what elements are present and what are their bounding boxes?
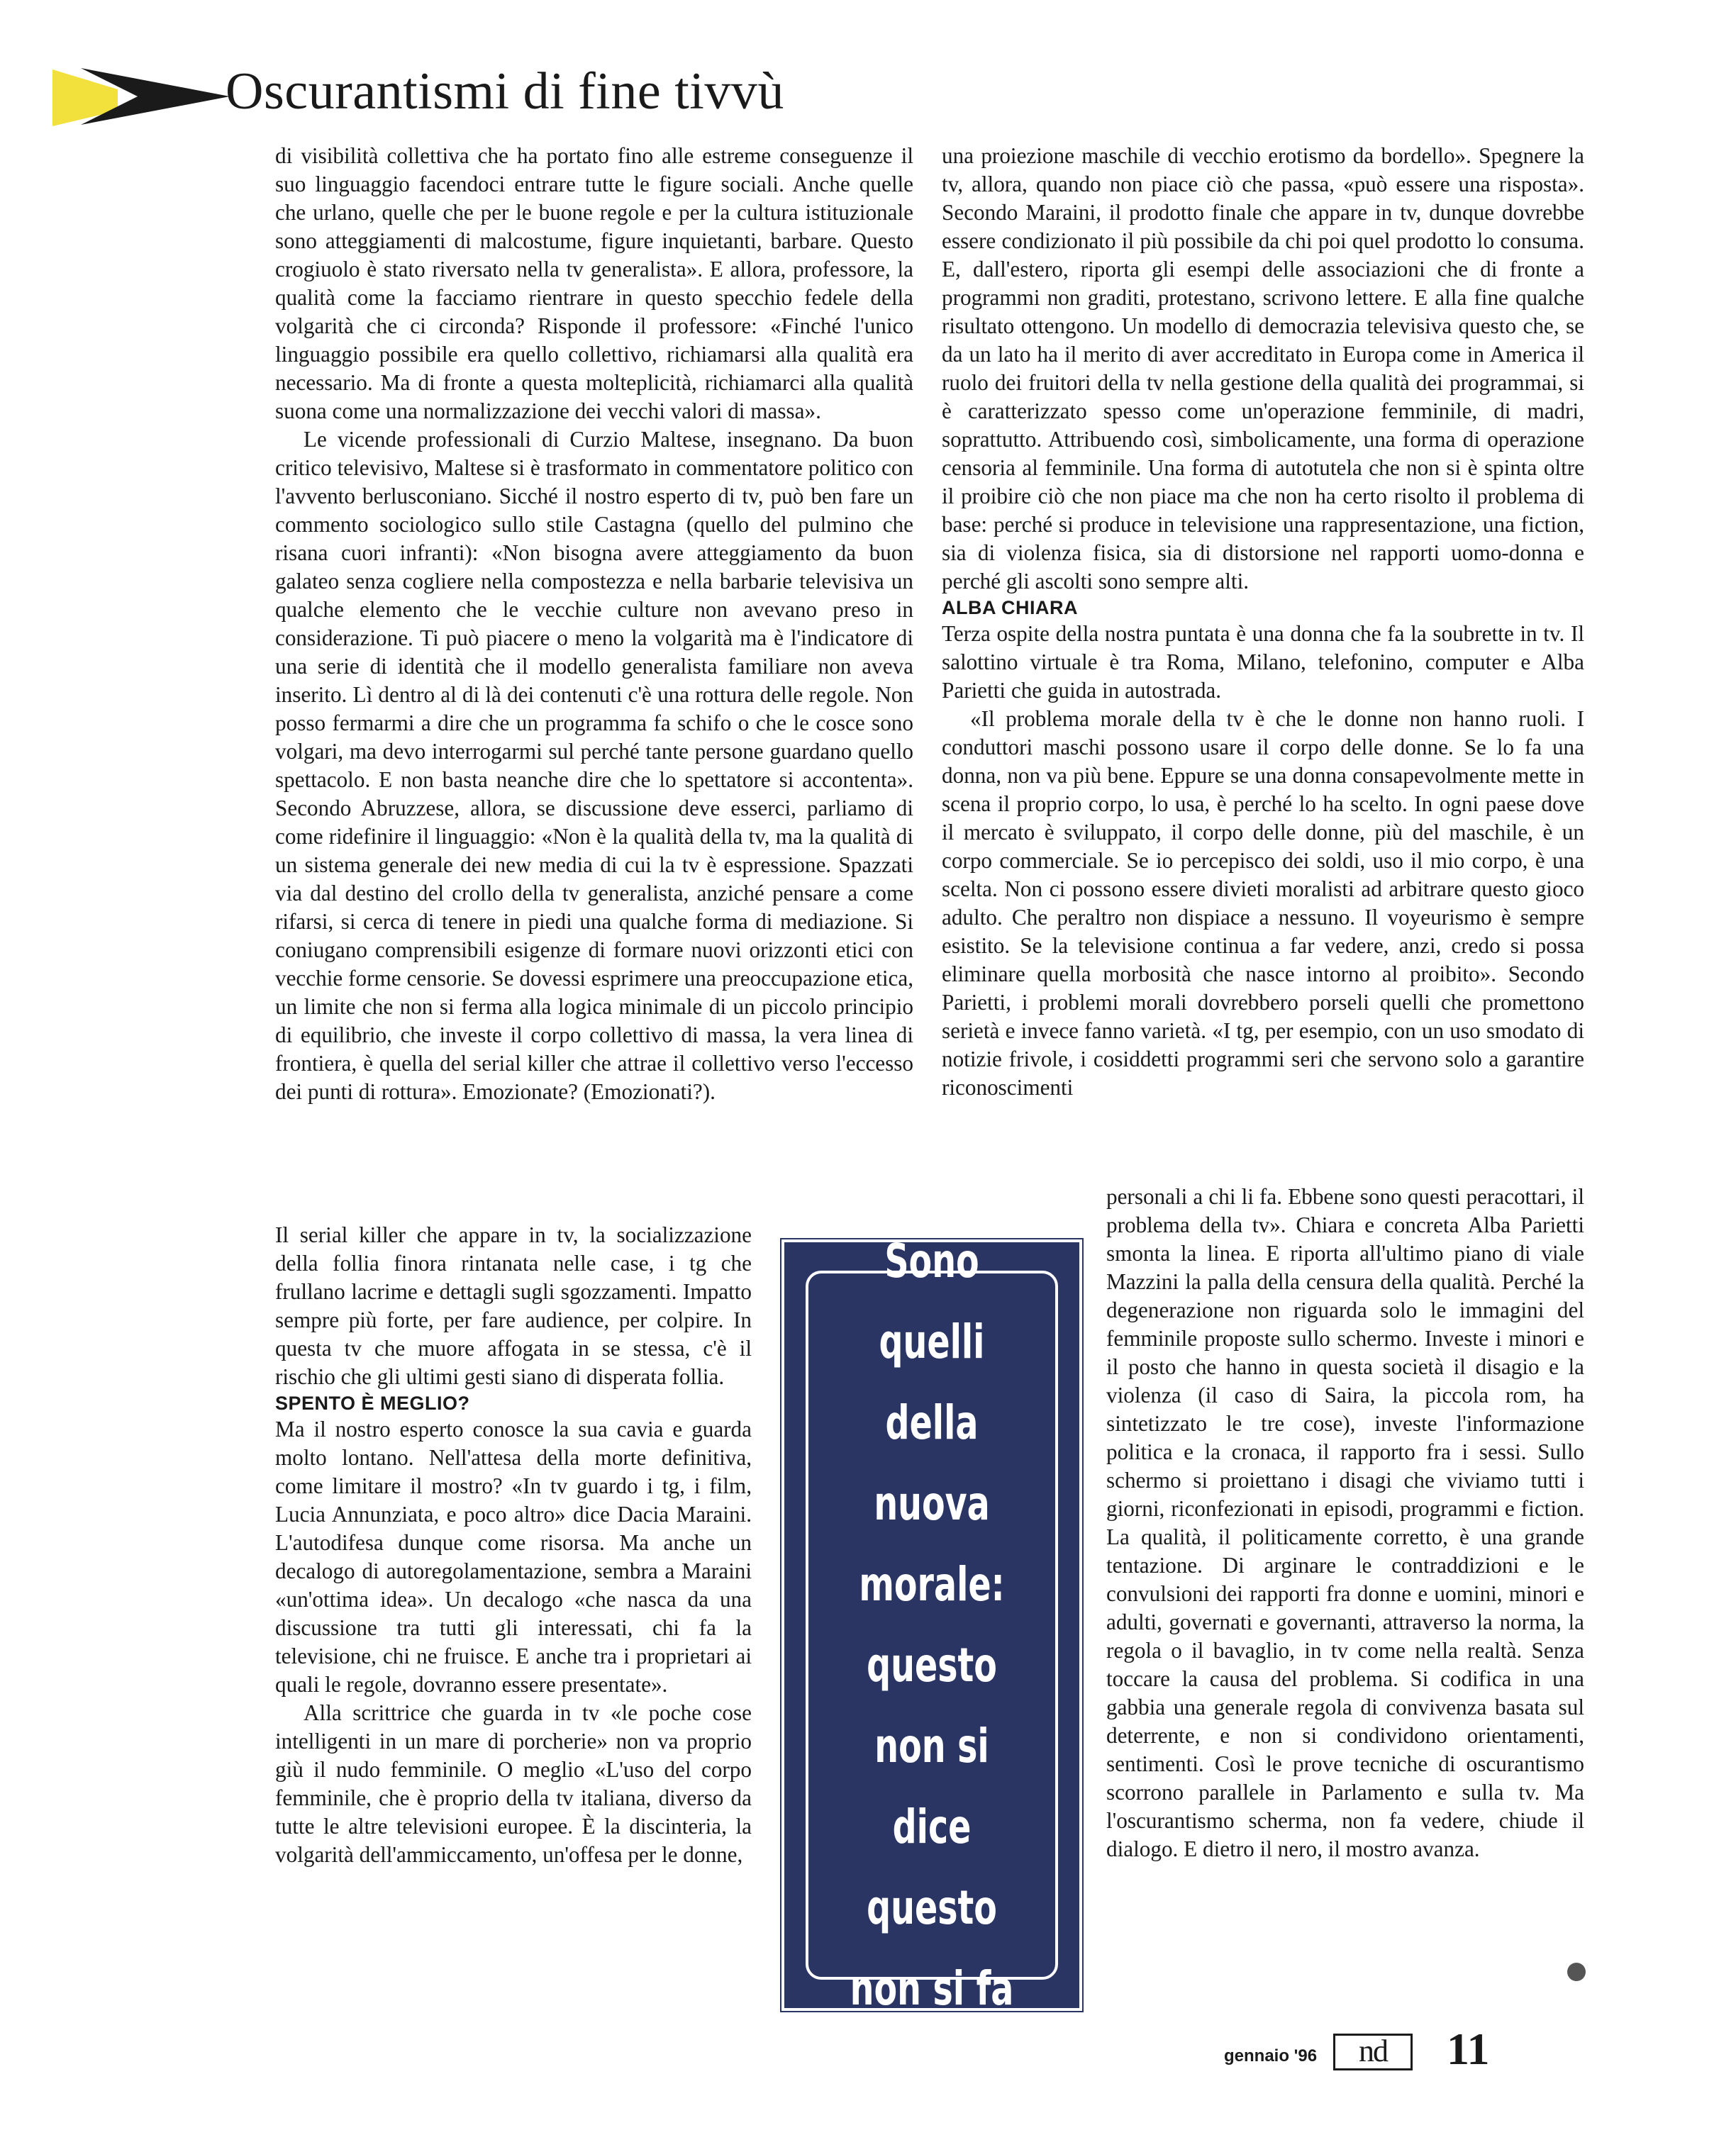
paragraph: Alla scrittrice che guarda in tv «le poche cose intelligenti in un mare di porcherie» non va proprio giù il nudo femminile. O meglio «L'uso del corpo femminile, che è proprio della tv italiana, diverso da tutte le altre televisioni europee. È la discinteria, la volgarità dell'ammiccamento, un'offesa per le donne, [275,1700,752,1867]
paragraph: Terza ospite della nostra puntata è una donna che fa la soubrette in tv. Il salottino virtuale è tra Roma, Milano, telefonino, computer e Alba Parietti che guida in autostrada. [942,621,1584,703]
paragraph: «Il problema morale della tv è che le donne non hanno ruoli. I conduttori maschi possono usare il corpo delle donne. Se lo fa una donna, non va più bene. Eppure se una donna consapevolmente mette in scena il proprio corpo, lo usa, è perché lo ha scelto. In ogni paese dove il mercato è sviluppato, il corpo delle donne, più del maschile, è un corpo commerciale. Se io percepisco dei soldi, uso il mio corpo, è una scelta. Non ci possono essere divieti moralisti ad arbitrare questo gioco adulto. Che peraltro non dispiace a nessuno. Il voyeurismo è sempre esistito. Se la televisione continua a far vedere, anzi, credo si possa eliminare quella morbosità che nasce intorno al proibito». Secondo Parietti, i problemi morali dovrebbero porseli quelli che promettono serietà e invece fanno varietà. «I tg, per esempio, con un uso smodato di notizie frivole, i cosiddetti programmi seri che servono solo a garantire riconoscimenti [942,706,1584,1100]
left-column-top [275,142,913,1106]
end-mark-icon [1567,1963,1586,1981]
page-number: 11 [1447,2024,1490,2074]
right-column-top [942,142,1584,1102]
page-title: Oscurantismi di fine tivvù [226,62,784,121]
paragraph: personali a chi li fa. Ebbene sono questi peracottari, il problema della tv». Chiara e concreta Alba Parietti smonta la linea. E riporta all'ultimo piano di viale Mazzini la palla della censura della qualità. Perché la degenerazione non riguarda solo le immagini del femminile proposte sullo schermo. Investe i minori e il posto che hanno in questa società il disagio e la violenza (il caso di Saira, la piccola rom, ha sintetizzato le tre cose), investe l'informazione politica e la cronaca, il rapporto fra i sessi. Sullo schermo si proiettano i disagi che viviamo tutti i giorni, riconfezionati in episodi, programmi e fiction. La qualità, il politicamente corretto, è una grande tentazione. Di arginare le contraddizioni e le convulsioni dei rapporti fra donne e uomini, minori e adulti, governati e governanti, attraverso la norma, la regola o il bavaglio, in tv come nella realtà. Senza toccare la causa del problema. Si codifica in una gabbia una generale regola di convivenza basata sul deterrente, e non si condividono orientamenti, sentimenti. Così le prove tecniche di oscurantismo scorrono parallele in Parlamento e sulla tv. Ma l'oscurantismo scherma, non fa vedere, chiude il dialogo. E dietro il nero, il mostro avanza. [1106,1184,1584,1861]
right-column-bottom [1106,1183,1584,1863]
paragraph: una proiezione maschile di vecchio erotismo da bordello». Spegnere la tv, allora, quando non piace ciò che passa, «può essere una risposta». Secondo Maraini, il prodotto finale che appare in tv, dunque dovrebbe essere condizionato il più possibile da chi poi quel prodotto lo consuma. E, dall'estero, riporta gli esempi delle associazioni che di fronte a programmi non graditi, protestano, scrivono lettere. E alla fine qualche risultato ottengono. Un modello di democrazia televisiva questo che, se da un lato ha il merito di aver accreditato in Europa come in America il ruolo dei fruitori della tv nella gestione della qualità dei programmai, si è caratterizzato spesso come un'operazione femminile, di madri, soprattutto. Attribuendo così, simbolicamente, una forma di operazione censoria al femminile. Una forma di autotutela che non si è spinta oltre il proibire ciò che non piace ma che non ha certo risolto il problema di base: perché si produce in televisione una rappresentazione, una fiction, sia di violenza fisica, sia di distorsione nel rapporti uomo-donna e perché gli ascolti sono sempre alti. [942,143,1584,593]
paragraph: Il serial killer che appare in tv, la socializzazione della follia finora rintanata nelle case, i tg che frullano lacrime e dettagli sugli sgozzamenti. Impatto sempre più forte, per fare audience, per colpire. In questa tv che muore affogata in se stessa, c'è il rischio che gli ultimi gesti siano di disperata follia. [275,1222,752,1389]
subhead-alba-chiara: ALBA CHIARA [942,597,1078,618]
left-column-narrow [275,1221,752,1869]
paragraph: di visibilità collettiva che ha portato fino alle estreme conseguenze il suo linguaggio facendoci entrare tutte le figure sociali. Anche quelle che urlano, quelle che per le buone regole e per la cultura istituzionale sono atteggiamenti di malcostume, figure inquietanti, barbare. Questo crogiuolo è stato riversato nella tv generalista». E allora, professore, la qualità come la facciamo rientrare in questo specchio fedele della volgarità che ci circonda? Risponde il professore: «Finché l'unico linguaggio possibile era quello collettivo, richiamarsi alla qualità era necessario. Ma di fronte a questa molteplicità, richiamarci alla qualità suona come una normalizzazione dei vecchi valori di massa». [275,143,913,423]
pullquote-frame [806,1234,1058,2016]
pullquote-text: Sono quelli della nuova morale: questo non si dice questo non si fa [850,1234,1014,2016]
paragraph: Le vicende professionali di Curzio Maltese, insegnano. Da buon critico televisivo, Maltese si è trasformato in commentatore politico con l'avvento berlusconiano. Sicché il nostro esperto di tv, può ben fare un commento sociologico sullo stile Castagna (quello del pulmino che risana cuori infranti): «Non bisogna avere atteggiamento da buon galateo senza cogliere nella compostezza e nella barbarie televisiva un qualche elemento che le vecchie culture non avevano preso in considerazione. Ti può piacere o meno la volgarità ma è l'indicatore di una serie di identità che il modello generalista familiare non aveva inserito. Lì dentro al di là dei contenuti c'è una rottura delle regole. Non posso fermarmi a dire che un programma fa schifo o che le cosce sono volgari, ma devo interrogarmi sul perché tante persone guardano quello spettacolo. E non basta neanche dire che lo spettatore si accontenta». Secondo Abruzzese, allora, se discussione deve esserci, parliamo di come ridefinire il linguaggio: «Non è la qualità della tv, ma la qualità di un sistema generale dei new media di cui la tv è espressione. Spazzati via dal destino del crollo della tv generalista, anziché pensare a come rifarsi, si cerca di tenere in piedi una qualche forma di mediazione. Si coniugano comprensibili esigenze di formare nuovi orizzonti etici con vecchie forme censorie. Se dovessi esprimere una preoccupazione etica, un limite che non si ferma alla logica minimale di un piccolo principio di equilibrio, che investe il corpo collettivo di massa, la vera linea di frontiera, è quella del serial killer che attrae il collettivo verso l'eccesso dei punti di rottura». Emozionate? (Emozionati?). [275,427,913,1104]
magazine-logo: nd [1333,2034,1413,2070]
subhead-spento: SPENTO È MEGLIO? [275,1393,470,1414]
paragraph: Ma il nostro esperto conosce la sua cavia e guarda molto lontano. Nell'attesa della morte definitiva, come limitare il mostro? «In tv guardo i tg, i film, Lucia Annunziata, e poco altro» dice Dacia Maraini. L'autodifesa dunque come risorsa. Ma anche un decalogo di autoregolamentazione, sembra a Maraini «un'ottima idea». Un decalogo «che nasca da una discussione tra tutti gli interessati, chi fa la televisione, chi ne fruisce. E anche tra i proprietari ai quali le regole, dovranno essere presentate». [275,1417,752,1697]
pullquote-box [781,1234,1082,2016]
arrow-icon [52,61,230,132]
footer-month: gennaio '96 [1224,2046,1318,2065]
